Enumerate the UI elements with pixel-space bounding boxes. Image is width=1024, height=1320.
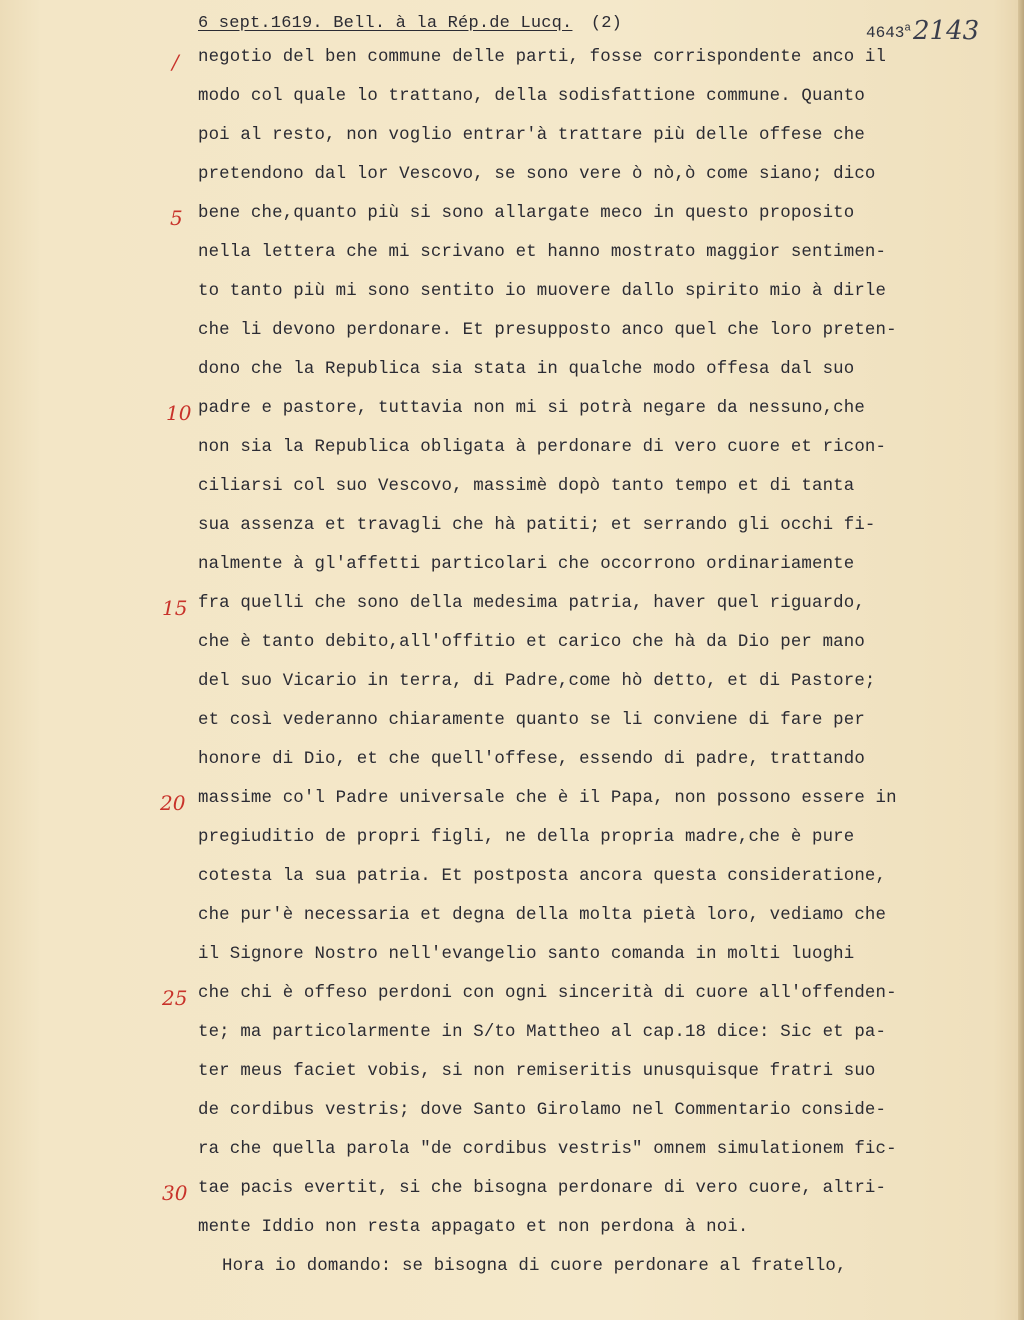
margin-line-number: 5 (170, 206, 183, 230)
text-line: honore di Dio, et che quell'offese, essendo di padre, trattando (198, 750, 865, 769)
text-line: massime co'l Padre universale che è il Papa, non possono essere in (198, 789, 897, 808)
margin-line-number: 20 (160, 791, 186, 815)
text-line: sua assenza et travagli che hà patiti; et serrando gli occhi fi- (198, 516, 876, 535)
text-line: del suo Vicario in terra, di Padre,come hò detto, et di Pastore; (198, 672, 876, 691)
text-line: tae pacis evertit, si che bisogna perdonare di vero cuore, altri- (198, 1179, 887, 1198)
text-line: non sia la Republica obligata à perdonare di vero cuore et ricon- (198, 438, 887, 457)
text-line: che li devono perdonare. Et presupposto anco quel che loro preten- (198, 321, 897, 340)
text-line: nella lettera che mi scrivano et hanno mostrato maggior sentimen- (198, 243, 887, 262)
text-line: che pur'è necessaria et degna della molta pietà loro, vediamo che (198, 906, 887, 925)
text-line: te; ma particolarmente in S/to Mattheo al cap.18 dice: Sic et pa- (198, 1023, 887, 1042)
text-line: fra quelli che sono della medesima patria, haver quel riguardo, (198, 594, 865, 613)
text-line: ra che quella parola "de cordibus vestris" omnem simulationem fic- (198, 1140, 897, 1159)
header-title: 6 sept.1619. Bell. à la Rép.de Lucq. (198, 14, 573, 33)
margin-line-number: 10 (166, 401, 192, 425)
archive-number (866, 14, 979, 44)
archive-typed-number: 4643 (866, 24, 905, 42)
page-edge (1018, 0, 1024, 1320)
text-line: il Signore Nostro nell'evangelio santo comanda in molti luoghi (198, 945, 855, 964)
text-line: et così vederanno chiaramente quanto se li conviene di fare per (198, 711, 865, 730)
text-line: Hora io domando: se bisogna di cuore perdonare al fratello, (222, 1257, 847, 1276)
margin-line-number: 25 (162, 986, 188, 1010)
margin-line-number: 15 (162, 596, 188, 620)
margin-line-number: 30 (162, 1181, 188, 1205)
text-line: mente Iddio non resta appagato et non perdona à noi. (198, 1218, 749, 1237)
text-line: to tanto più mi sono sentito io muovere dallo spirito mio à dirle (198, 282, 887, 301)
text-line: pregiuditio de propri figli, ne della propria madre,che è pure (198, 828, 855, 847)
text-line: poi al resto, non voglio entrar'à trattare più delle offese che (198, 126, 865, 145)
archive-superscript: a (904, 22, 912, 35)
text-line: padre e pastore, tuttavia non mi si potrà negare da nessuno,che (198, 399, 865, 418)
text-line: de cordibus vestris; dove Santo Girolamo nel Commentario conside- (198, 1101, 887, 1120)
text-line: dono che la Republica sia stata in qualche modo offesa dal suo (198, 360, 855, 379)
text-line: negotio del ben commune delle parti, fosse corrispondente anco il (198, 48, 887, 67)
margin-line-number: / (172, 50, 179, 74)
text-line: ciliarsi col suo Vescovo, massimè dopò tanto tempo et di tanta (198, 477, 855, 496)
archive-handwritten-number: 2143 (913, 16, 980, 46)
page-header (198, 14, 622, 33)
text-line: nalmente à gl'affetti particolari che occorrono ordinariamente (198, 555, 855, 574)
text-line: bene che,quanto più si sono allargate meco in questo proposito (198, 204, 855, 223)
text-line: che chi è offeso perdoni con ogni sincerità di cuore all'offenden- (198, 984, 897, 1003)
text-line: modo col quale lo trattano, della sodisfattione commune. Quanto (198, 87, 865, 106)
text-line: che è tanto debito,all'offitio et carico che hà da Dio per mano (198, 633, 865, 652)
text-line: ter meus faciet vobis, si non remiseritis unusquisque fratri suo (198, 1062, 876, 1081)
text-line: pretendono dal lor Vescovo, se sono vere ò nò,ò come siano; dico (198, 165, 876, 184)
header-page-number: (2) (590, 14, 623, 33)
text-line: cotesta la sua patria. Et postposta ancora questa consideratione, (198, 867, 887, 886)
